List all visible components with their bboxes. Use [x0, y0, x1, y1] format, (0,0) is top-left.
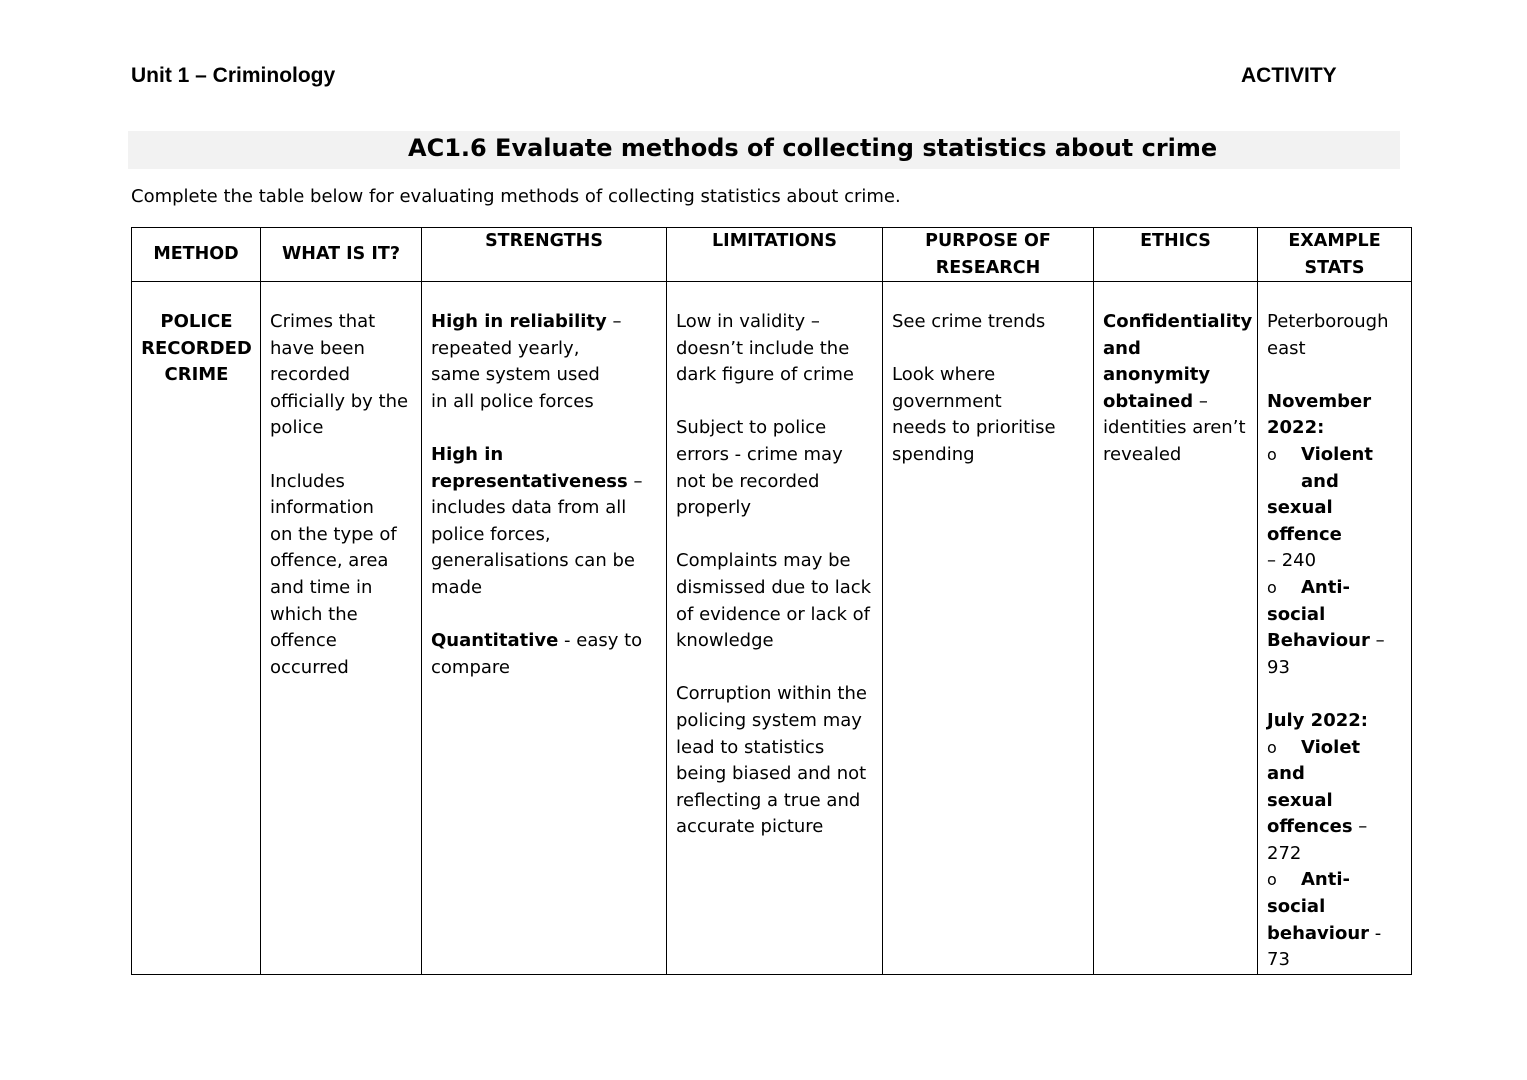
limitation-text: dark figure of crime [676, 364, 854, 386]
col-header-example-line2: STATS [1304, 257, 1365, 278]
ethics-heading: Confidentiality [1103, 311, 1253, 332]
what-text: Crimes that [270, 311, 376, 332]
limitation-text: knowledge [676, 630, 774, 652]
col-header-purpose [883, 228, 1094, 282]
limitation-text: policing system may [676, 709, 862, 731]
table-header-row [132, 228, 1412, 282]
what-text: which the [270, 603, 358, 625]
example-location: east [1267, 337, 1306, 359]
purpose-text: Look where [892, 364, 996, 386]
what-text: offence, area [270, 550, 389, 572]
what-text: have been [270, 337, 365, 359]
what-text: offence [270, 630, 337, 652]
stat-label: Violet and [1267, 736, 1361, 785]
stat-label: offences [1267, 816, 1353, 838]
purpose-text: government [892, 390, 1002, 412]
stat-label: Anti-social [1267, 869, 1350, 918]
limitation-text: of evidence or lack of [676, 603, 870, 625]
stat-label: sexual [1267, 789, 1333, 811]
what-text: information [270, 497, 374, 519]
purpose-text: needs to prioritise [892, 417, 1056, 439]
col-header-example [1258, 228, 1412, 282]
example-period-heading: 2022: [1267, 417, 1325, 439]
cell-strengths [422, 282, 667, 975]
limitation-text: errors - crime may [676, 443, 843, 465]
purpose-text: See crime trends [892, 311, 1046, 332]
strength-heading: Quantitative [431, 630, 559, 652]
strength-heading: representativeness [431, 470, 628, 492]
purpose-text: spending [892, 443, 975, 465]
what-text: on the type of [270, 523, 397, 545]
col-header-method: METHOD [132, 228, 261, 282]
cell-limitations [667, 282, 883, 975]
strength-text: – [606, 311, 622, 332]
limitation-text: not be recorded [676, 470, 820, 492]
stat-label: Anti-social [1267, 576, 1350, 625]
strength-text: - easy to [558, 630, 643, 652]
stat-label: Violent [1301, 443, 1373, 465]
stat-value: 93 [1267, 656, 1290, 678]
header-unit: Unit 1 – Criminology [131, 64, 336, 87]
cell-what [261, 282, 422, 975]
list-item [1267, 735, 1403, 788]
limitation-text: dismissed due to lack [676, 576, 872, 598]
page-title: AC1.6 Evaluate methods of collecting statistics about crime [408, 134, 1218, 162]
strength-text: same system used [431, 364, 600, 386]
limitation-text: lead to statistics [676, 736, 825, 758]
strength-heading: High in reliability [431, 311, 607, 332]
what-text: recorded [270, 364, 350, 386]
strength-text: includes data from all [431, 497, 627, 519]
bullet-icon: o [1267, 737, 1277, 757]
stat-value: – [1369, 630, 1385, 652]
what-text: occurred [270, 656, 349, 678]
col-header-purpose-line1: PURPOSE OF [925, 231, 1051, 251]
stat-value: – 240 [1267, 550, 1317, 572]
strength-text: repeated yearly, [431, 337, 580, 359]
limitation-text: Low in validity – [676, 311, 820, 332]
strength-text: made [431, 576, 483, 598]
stat-value: – 272 [1267, 816, 1368, 864]
example-period-heading: November [1267, 390, 1372, 412]
list-item [1267, 867, 1403, 920]
what-text: police [270, 417, 324, 439]
limitation-text: doesn’t include the [676, 337, 850, 359]
example-period-heading: July 2022: [1267, 709, 1368, 731]
example-location: Peterborough [1267, 311, 1389, 332]
what-text: officially by the [270, 390, 409, 412]
limitation-text: reflecting a true and [676, 789, 861, 811]
col-header-example-line1: EXAMPLE [1288, 231, 1381, 251]
table-row [132, 282, 1412, 975]
evaluation-table [131, 227, 1412, 975]
stat-value: - 73 [1267, 922, 1382, 971]
intro-text: Complete the table below for evaluating methods of collecting statistics about crime. [131, 186, 901, 207]
col-header-limitations: LIMITATIONS [667, 228, 883, 282]
cell-purpose [883, 282, 1094, 975]
col-header-ethics: ETHICS [1094, 228, 1258, 282]
stat-label: sexual offence [1267, 497, 1342, 545]
strength-text: – [627, 470, 643, 492]
limitation-text: Subject to police [676, 417, 827, 439]
cell-ethics [1094, 282, 1258, 975]
list-item [1267, 442, 1403, 469]
method-line: POLICE [160, 311, 233, 332]
cell-example-stats [1258, 282, 1412, 975]
col-header-strengths: STRENGTHS [422, 228, 667, 282]
cell-method [132, 282, 261, 975]
strength-text: in all police forces [431, 390, 594, 412]
ethics-text: revealed [1103, 443, 1182, 465]
stat-label: and [1301, 470, 1339, 492]
what-text: and time in [270, 576, 373, 598]
bullet-icon: o [1267, 870, 1277, 890]
limitation-text: Complaints may be [676, 550, 851, 572]
limitation-text: properly [676, 497, 751, 519]
limitation-text: Corruption within the [676, 683, 867, 705]
stat-label: Behaviour [1267, 630, 1370, 652]
ethics-text: identities aren’t [1103, 417, 1246, 439]
col-header-purpose-line2: RESEARCH [935, 257, 1041, 278]
method-line: RECORDED [141, 337, 252, 359]
strength-heading: High in [431, 443, 504, 465]
strength-text: police forces, [431, 523, 551, 545]
bullet-icon: o [1267, 444, 1277, 464]
ethics-heading: anonymity [1103, 364, 1211, 386]
strength-text: compare [431, 656, 510, 678]
col-header-what: WHAT IS IT? [261, 228, 422, 282]
limitation-text: accurate picture [676, 816, 824, 838]
strength-text: generalisations can be [431, 550, 635, 572]
list-item [1267, 575, 1403, 628]
ethics-heading: obtained [1103, 390, 1194, 412]
ethics-text: – [1193, 390, 1208, 412]
bullet-icon: o [1267, 577, 1277, 597]
what-text: Includes [270, 470, 345, 492]
stat-label: behaviour [1267, 922, 1370, 944]
header-activity: ACTIVITY [1241, 64, 1337, 87]
ethics-heading: and [1103, 337, 1141, 359]
limitation-text: being biased and not [676, 763, 867, 785]
method-line: CRIME [164, 364, 229, 386]
